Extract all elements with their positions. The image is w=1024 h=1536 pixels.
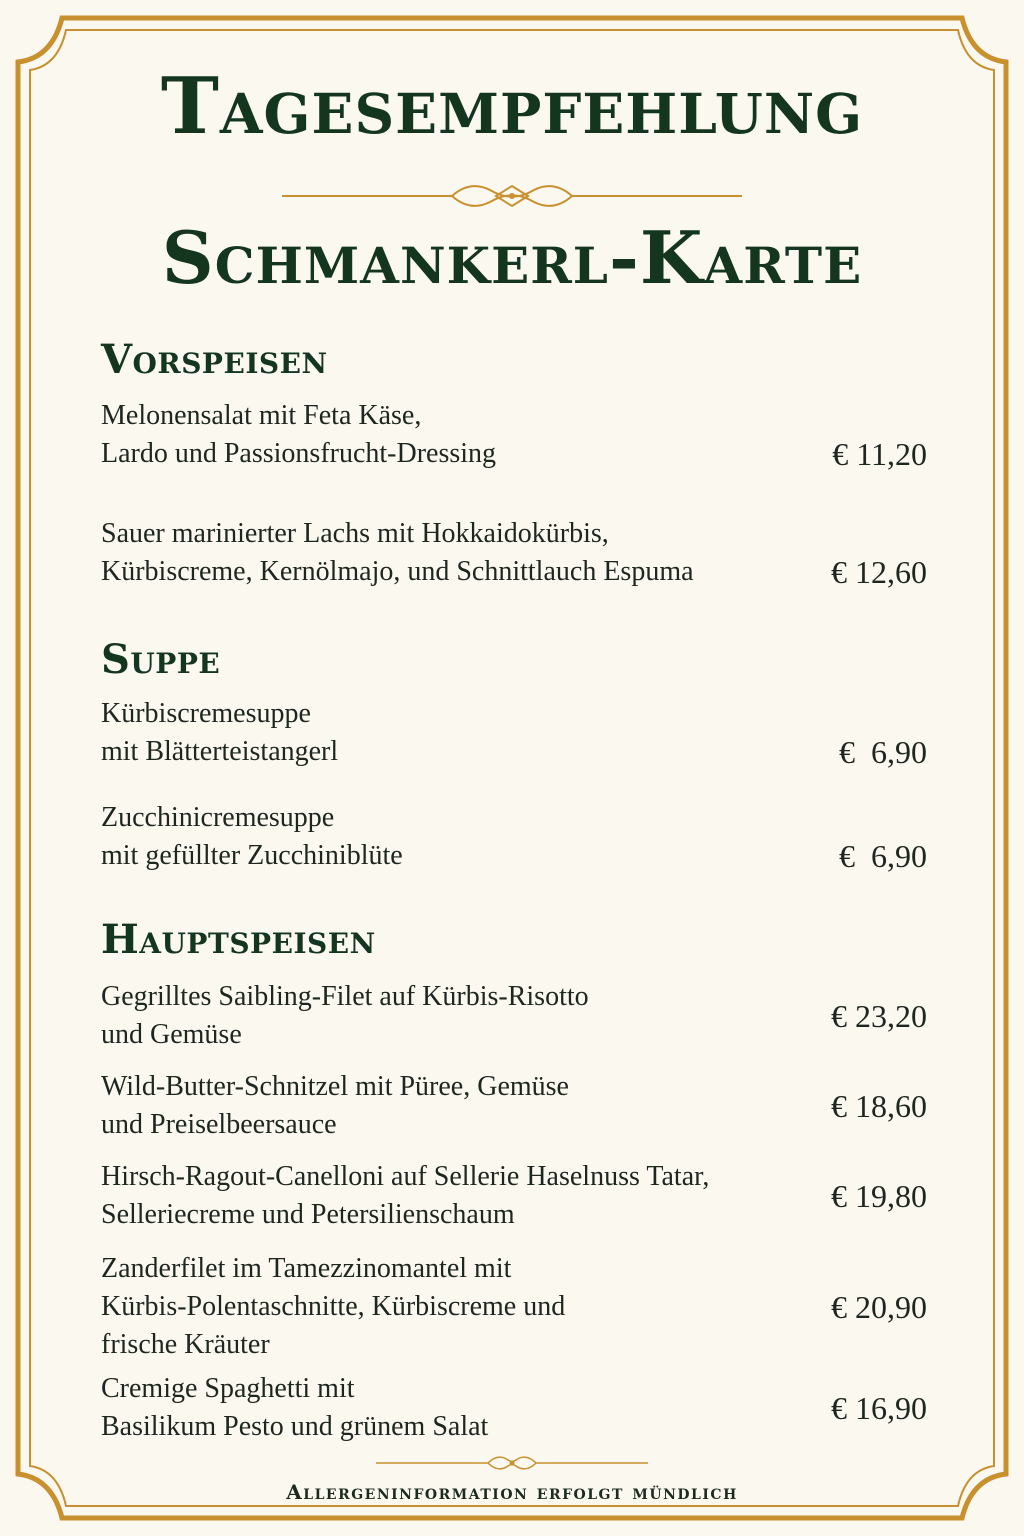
- menu-item: [101, 694, 927, 771]
- item-description: [101, 799, 403, 875]
- item-description: [101, 397, 496, 473]
- item-line: mit gefüllter Zucchiniblüte: [101, 839, 403, 871]
- item-price: € 6,90: [839, 838, 927, 874]
- item-line: und Gemüse: [101, 1019, 242, 1050]
- section-heading-hauptspeisen: Hauptspeisen: [101, 916, 376, 963]
- menu-item: [101, 1158, 927, 1234]
- item-line: Basilikum Pesto und grünem Salat: [101, 1411, 489, 1442]
- menu-item: [101, 1068, 927, 1144]
- item-line: Kürbis-Polentaschnitte, Kürbiscreme und: [101, 1291, 566, 1322]
- menu-item: [101, 1370, 927, 1446]
- item-price: € 12,60: [831, 554, 927, 590]
- page-title: Tagesempfehlung: [160, 61, 864, 152]
- item-description: [101, 515, 694, 591]
- item-line: mit Blätterteistangerl: [101, 735, 339, 767]
- page-subtitle: Schmankerl-Karte: [161, 215, 863, 300]
- item-line: frische Kräuter: [101, 1329, 270, 1360]
- item-price: € 11,20: [832, 436, 927, 472]
- item-line: und Preiselbeersauce: [101, 1109, 337, 1140]
- item-price: € 18,60: [831, 1087, 927, 1124]
- item-description: [101, 1158, 709, 1234]
- item-description: [101, 978, 589, 1054]
- item-price: € 6,90: [839, 734, 927, 770]
- item-line: Hirsch-Ragout-Canelloni auf Sellerie Haselnuss Tatar,: [101, 1161, 710, 1192]
- item-description: [101, 1250, 565, 1364]
- menu-item: [101, 1250, 927, 1364]
- item-line: Zanderfilet im Tamezzinomantel mit: [101, 1253, 512, 1284]
- item-description: [101, 1068, 569, 1144]
- item-line: Selleriecreme und Petersilienschaum: [101, 1199, 515, 1230]
- item-price: € 19,80: [831, 1177, 927, 1214]
- item-description: [101, 695, 338, 771]
- menu-item: [101, 978, 927, 1054]
- item-description: [101, 1370, 488, 1446]
- item-line: Kürbiscremesuppe: [101, 697, 311, 729]
- item-line: Gegrilltes Saibling-Filet auf Kürbis-Risotto: [101, 981, 589, 1012]
- item-line: Lardo und Passionsfrucht-Dressing: [101, 437, 497, 469]
- item-line: Cremige Spaghetti mit: [101, 1373, 355, 1404]
- allergen-footer-note: Allergeninformation erfolgt mündlich: [286, 1480, 738, 1504]
- section-heading-suppe: Suppe: [101, 636, 221, 683]
- item-line: Wild-Butter-Schnitzel mit Püree, Gemüse: [101, 1071, 569, 1102]
- section-heading-vorspeisen: Vorspeisen: [101, 336, 328, 383]
- item-price: € 20,90: [831, 1288, 927, 1325]
- item-line: Melonensalat mit Feta Käse,: [101, 399, 422, 431]
- item-line: Zucchinicremesuppe: [101, 801, 335, 833]
- menu-item: [101, 798, 927, 875]
- menu-item: [101, 396, 927, 473]
- menu-item: [101, 514, 927, 591]
- scroll-divider-ornament: [0, 1450, 1024, 1476]
- item-line: Kürbiscreme, Kernölmajo, und Schnittlauch Espuma: [101, 555, 694, 587]
- item-price: € 16,90: [831, 1389, 927, 1426]
- item-line: Sauer marinierter Lachs mit Hokkaidokürbis,: [101, 517, 609, 549]
- scroll-divider-ornament: [0, 176, 1024, 216]
- item-price: € 23,20: [831, 997, 927, 1034]
